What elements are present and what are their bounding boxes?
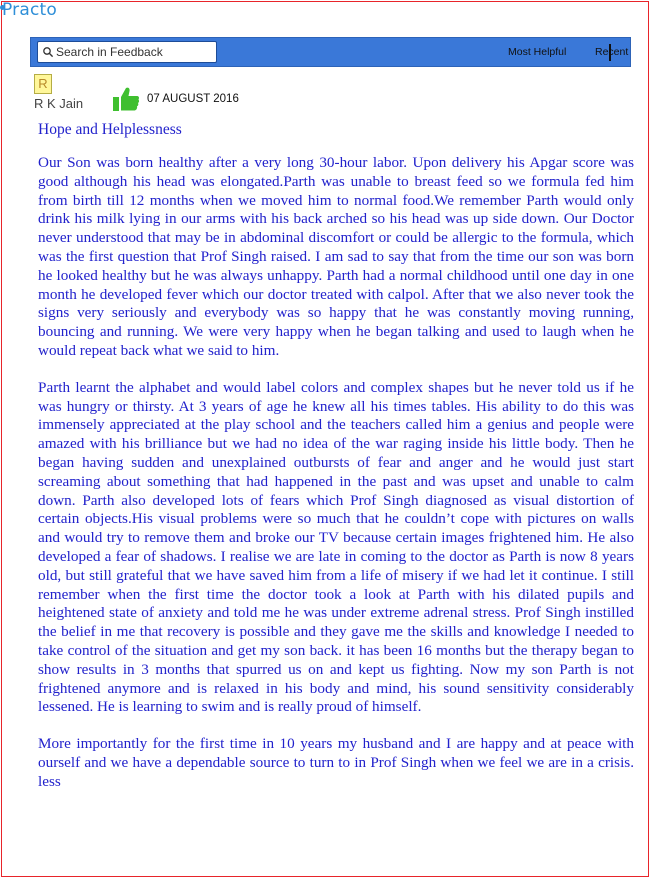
review-title: Hope and Helplessness — [38, 121, 182, 138]
search-box[interactable] — [37, 41, 217, 63]
brand-logo[interactable]: Practo — [2, 0, 57, 20]
thumbs-up-icon — [112, 86, 140, 112]
feedback-toolbar — [30, 37, 631, 67]
author-name: R K Jain — [34, 96, 84, 111]
search-icon — [42, 46, 54, 58]
search-input[interactable] — [56, 43, 214, 61]
review-paragraph: Parth learnt the alphabet and would label colors and complex shapes but he never told us if he was hungry or thirsty. At 3 years of age he knew all his times tables. His ability to do this was immensely appreciated at the play school and the teachers called him a genius and people were amazed with his brilliance but we had no idea of the war raging inside his little body. Then he began having sudden and unexplained outbursts of fear and anger and he would just start screaming about something that had happened in the past and was upset and unable to calm down. Parth also developed lots of fears which Prof Singh diagnosed as visual distortion of certain objects.His visual problems were so much that he couldn’t cope with pictures on walls and would try to remove them and broke our TV because certain images frightened him. He also developed a fear of shadows. I realise we are late in coming to the doctor as Parth is now 8 years old, but still grateful that we have saved him from a life of misery if we had let it continue. I still remember when the first time the doctor took a look at Parth with his dilated pupils and heightened state of anxiety and told me he was under extreme adrenal stress. Prof Singh instilled the belief in me that recovery is possible and they gave me the skills and knowledge I needed to take control of the situation and get my son back. it has been 16 months but the therapy began to show results in 3 months that spurred us on and kept us fighting. Now my son Parth is not frightened anymore and is relaxed in his body and mind, his sound sensitivity considerably lessened. He is learning to swim and is really proud of himself. — [38, 378, 634, 716]
sort-recent-link[interactable]: Recent — [595, 46, 629, 58]
review-date: 07 AUGUST 2016 — [147, 93, 239, 105]
review-paragraph-last — [38, 735, 634, 791]
sort-most-helpful-link[interactable]: Most Helpful — [508, 46, 567, 58]
review-paragraph: Our Son was born healthy after a very long 30-hour labor. Upon delivery his Apgar score was good although his head was elongated.Parth was unable to breast feed so we formula fed him from birth till 12 months when we moved him to normal food.We remember Parth would only drink his milk lying in our arms with his back arched so his head was up side down. Our Doctor never understood that may be in abdominal discomfort or could be allergic to the formula, which was the first question that Prof Singh raised. I am sad to say that from the time our son was born he looked healthy but he was always unhappy. Parth had a normal childhood until one day in one month he developed fever which our doctor treated with calpol. After that we also never took the signs very seriously and everybody was so happy that he was constantly moving running, bouncing and running. We were very happy when he began talking and used to laugh when he would repeat back what we said to him. — [38, 154, 634, 359]
avatar: R — [34, 74, 52, 94]
less-link[interactable]: less — [38, 772, 61, 790]
review-body — [38, 154, 634, 810]
review-paragraph-text: More importantly for the first time in 10 years my husband and I are happy and at peace with ourself and we have a dependable source to turn to in Prof Singh when we feel we are in a crisis. — [38, 735, 634, 771]
